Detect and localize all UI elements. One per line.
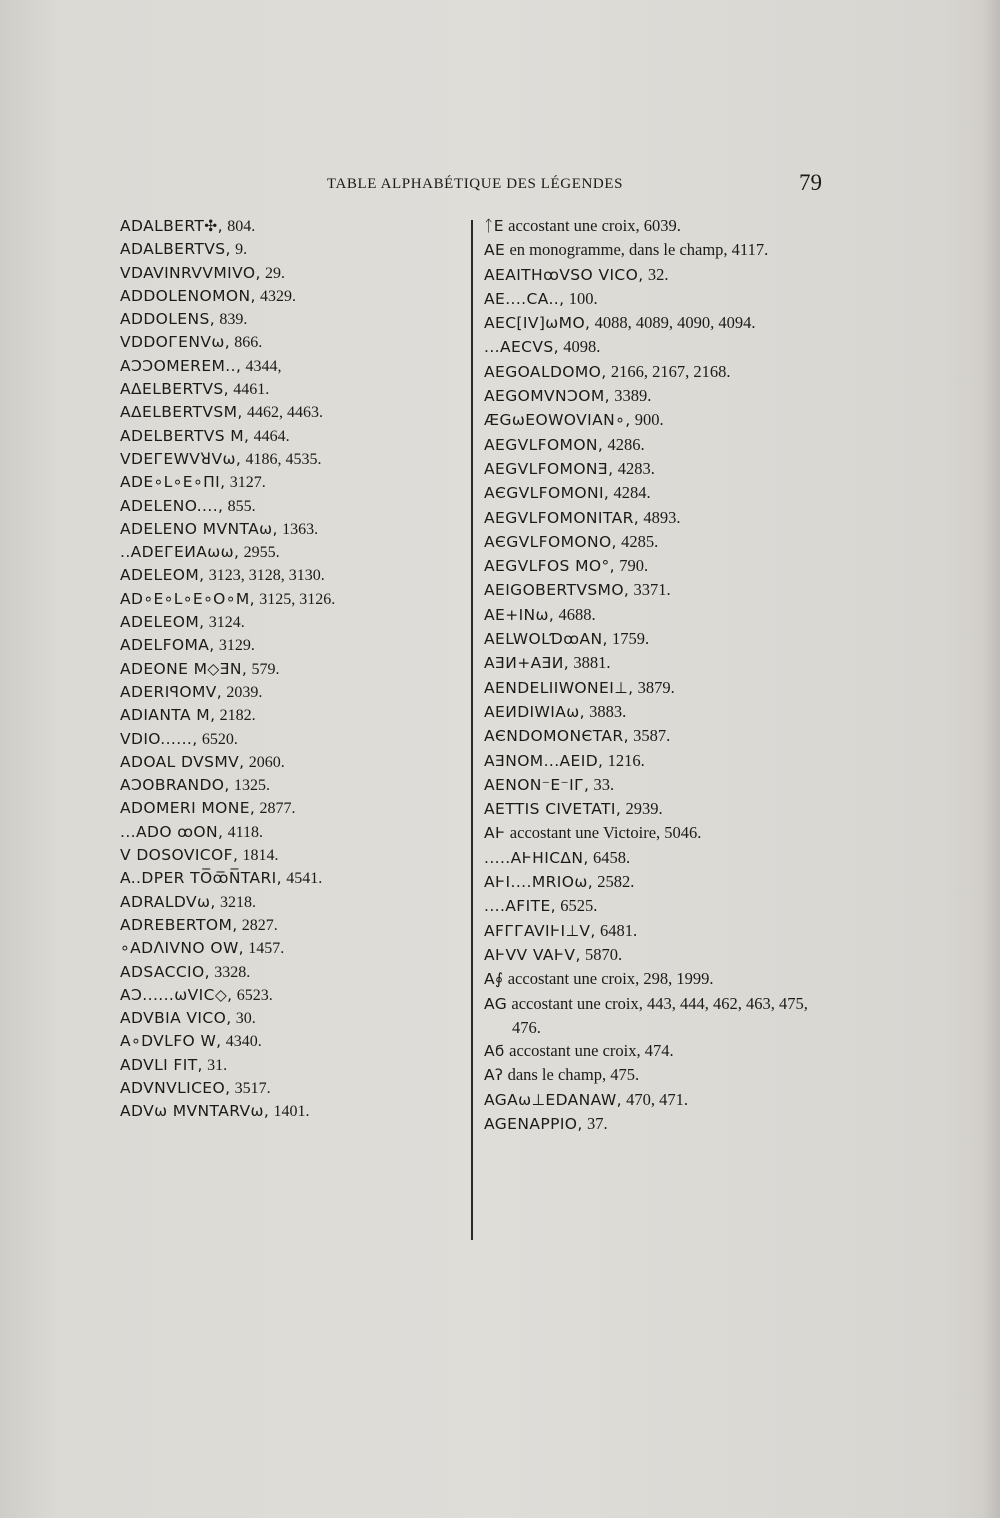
reference-numbers: 4461. [233, 381, 270, 399]
reference-numbers: 579. [251, 660, 280, 678]
reference-numbers: 804. [227, 218, 256, 235]
index-entry [120, 983, 465, 1006]
index-entry [484, 651, 829, 675]
reference-numbers: 2827. [241, 916, 278, 934]
index-entry [484, 1112, 829, 1136]
index-entry [120, 633, 465, 656]
index-entry [484, 384, 829, 408]
entry-description: 3587. [633, 726, 671, 746]
reference-numbers: 4541. [286, 870, 323, 888]
legend-text: ADOMERI MONE, [120, 799, 256, 818]
page-edge-shadow [982, 0, 1000, 1518]
index-entry [120, 773, 465, 796]
index-entry [484, 263, 829, 287]
entry-description: 4088, 4089, 4090, 4094. [594, 313, 756, 333]
legend-text: AEC[IV]ωMO, [484, 314, 591, 333]
legend-text: Aʔ [484, 1066, 504, 1085]
entry-description: 3879. [637, 677, 675, 697]
reference-numbers: 3125, 3126. [259, 590, 336, 608]
legend-text: AΔELBERTVSM, [120, 403, 243, 422]
index-entry [484, 554, 829, 578]
legend-text: AEGVLFOS MO°, [484, 557, 615, 576]
entry-description: accostant une croix, 443, 444, 462, 463, 475, 476. [511, 993, 808, 1037]
index-entry [120, 1029, 465, 1052]
legend-text: AƆOBRANDO, [120, 776, 230, 795]
legend-text: AEGOMVNƆOM, [484, 387, 610, 406]
legend-text: ADSACCIO, [120, 962, 210, 981]
entry-description: 4284. [613, 483, 651, 503]
legend-text: AD∘E∘L∘E∘O∘M, [120, 589, 255, 608]
index-entry [484, 578, 829, 602]
index-entry [484, 943, 829, 967]
reference-numbers: 4340. [225, 1033, 262, 1051]
legend-text: ADELFOMA, [120, 636, 215, 655]
entry-description: 1759. [612, 629, 650, 649]
reference-numbers: 2060. [248, 753, 285, 771]
reference-numbers: 839. [219, 311, 248, 329]
reference-numbers: 30. [235, 1010, 256, 1028]
index-entry [120, 400, 465, 423]
entry-description: 470, 471. [626, 1089, 689, 1109]
entry-description: 4893. [643, 507, 681, 527]
reference-numbers: 1814. [242, 847, 279, 865]
legend-text: AENON⁻E⁻IГ, [484, 775, 590, 794]
legend-text: ADVBIA VICO, [120, 1009, 232, 1028]
legend-text: VDIO......, [120, 729, 198, 748]
index-entry [484, 773, 829, 797]
index-entry [484, 1063, 829, 1087]
legend-text: AFГГAVIⱵI⊥V, [484, 921, 596, 940]
index-entry [120, 866, 465, 889]
reference-numbers: 29. [265, 264, 286, 282]
entry-description: 4286. [607, 434, 645, 454]
reference-numbers: 3129. [218, 637, 255, 655]
entry-description: 3371. [633, 580, 671, 600]
entry-description: 4688. [558, 604, 596, 624]
left-column [120, 214, 465, 1123]
index-entry [120, 890, 465, 913]
legend-text: ADELENO...., [120, 496, 224, 515]
index-entry [120, 1099, 465, 1122]
entry-description: 4283. [617, 458, 655, 478]
legend-text: ∘ADꓥIVNO OW, [120, 939, 244, 958]
reference-numbers: 855. [227, 497, 256, 515]
legend-text: ADVLI FIT, [120, 1055, 203, 1074]
legend-text: A∘DVLFO W, [120, 1032, 222, 1051]
reference-numbers: 3218. [219, 893, 256, 911]
legend-text: ADELENO MVNTAω, [120, 519, 278, 538]
entry-description: accostant une croix, 6039. [508, 216, 681, 235]
legend-text: AEИDIWIAω, [484, 702, 585, 721]
index-entry [120, 517, 465, 540]
legend-text: ...ADO ꝏON, [120, 822, 224, 841]
legend-text: AЄGVLFOMONO, [484, 532, 617, 551]
index-entry [120, 261, 465, 284]
entry-description: dans le champ, 475. [507, 1065, 640, 1085]
reference-numbers: 6520. [201, 730, 238, 748]
index-entry [120, 750, 465, 773]
running-head: TABLE ALPHABÉTIQUE DES LÉGENDES [326, 176, 624, 192]
index-entry [120, 447, 465, 470]
index-entry [120, 936, 465, 959]
legend-text: ADVω MVNTARVω, [120, 1102, 270, 1121]
reference-numbers: 9. [235, 241, 248, 259]
legend-text: AEGVLFOMONITAR, [484, 508, 640, 527]
index-entry [484, 749, 829, 773]
index-entry [484, 967, 829, 991]
index-entry [120, 214, 465, 237]
entry-description: 5870. [585, 944, 623, 964]
entry-description: accostant une croix, 474. [509, 1041, 674, 1061]
page-number: 79 [799, 170, 822, 195]
entry-description: 1216. [607, 750, 645, 770]
index-entry [120, 1006, 465, 1029]
legend-text: AE+INω, [484, 605, 555, 624]
index-entry [484, 919, 829, 943]
reference-numbers: 1457. [248, 940, 285, 958]
legend-text: AG [484, 994, 508, 1013]
index-entry [484, 676, 829, 700]
entry-description: 6481. [600, 920, 638, 940]
reference-numbers: 4464. [253, 427, 290, 445]
entry-description: 33. [593, 774, 615, 794]
index-entry [484, 627, 829, 651]
index-entry [484, 797, 829, 821]
legend-text: ..ADEГEИAωω, [120, 543, 240, 562]
legend-text: AEGVLFOMON, [484, 435, 604, 454]
entry-description: 2582. [597, 872, 635, 892]
index-entry [484, 481, 829, 505]
index-entry [120, 820, 465, 843]
legend-text: AƎИ+AƎИ, [484, 654, 570, 673]
legend-text: A..DPER TO̅ꝏ̅N̅TARI, [120, 869, 282, 888]
index-entry [120, 354, 465, 377]
reference-numbers: 31. [207, 1056, 228, 1074]
index-entry [484, 214, 829, 238]
legend-text: AELWOLƊꝏAN, [484, 630, 608, 649]
entry-description: 790. [619, 556, 649, 576]
legend-text: AETTIS CIVETATI, [484, 800, 622, 819]
legend-text: AƆ......ωVIC◇, [120, 985, 233, 1004]
legend-text: ᛏE [484, 217, 504, 235]
legend-text: AENDELIIWONEI⊥, [484, 678, 634, 697]
legend-text: ADE∘L∘E∘ΠI, [120, 473, 226, 492]
index-entry [484, 1088, 829, 1112]
entry-description: 4285. [621, 531, 659, 551]
legend-text: ADRALDVω, [120, 892, 216, 911]
index-entry [120, 680, 465, 703]
reference-numbers: 3517. [234, 1079, 271, 1097]
index-entry [120, 1053, 465, 1076]
legend-text: ADALBERTVS, [120, 240, 231, 259]
index-entry [120, 330, 465, 353]
index-entry [120, 610, 465, 633]
entry-description: 3881. [573, 653, 611, 673]
legend-text: ADEONE M◇ƎN, [120, 659, 248, 678]
legend-text: ADDOLENOMON, [120, 286, 256, 305]
entry-description: 900. [634, 410, 664, 430]
index-entry [120, 913, 465, 936]
index-entry [120, 540, 465, 563]
index-entry [484, 724, 829, 748]
legend-text: AƆƆOMEREM.., [120, 356, 242, 375]
index-entry [484, 506, 829, 530]
reference-numbers: 3328. [214, 963, 251, 981]
legend-text: VDDOГENVω, [120, 333, 231, 352]
index-entry [120, 843, 465, 866]
entry-description: 4098. [563, 337, 601, 357]
reference-numbers: 4118. [227, 823, 264, 841]
column-divider [471, 220, 473, 1240]
legend-text: AЄGVLFOMONI, [484, 484, 610, 503]
legend-text: AEGVLFOMONƎ, [484, 459, 614, 478]
index-entry [120, 307, 465, 330]
index-entry [484, 846, 829, 870]
index-entry [120, 960, 465, 983]
legend-text: ....AFITE, [484, 897, 556, 916]
legend-text: AⱵI....MRIOω, [484, 873, 594, 892]
index-entry [120, 657, 465, 680]
legend-text: AƎNOM...AEID, [484, 751, 604, 770]
legend-text: AⱵVV VAⱵV, [484, 945, 581, 964]
entry-description: accostant une Victoire, 5046. [509, 823, 702, 843]
legend-text: AE [484, 241, 506, 260]
index-entry [484, 238, 829, 262]
legend-text: ...AECVS, [484, 338, 559, 357]
index-entry [120, 727, 465, 750]
index-entry [484, 335, 829, 359]
legend-text: A∮ [484, 970, 504, 989]
entry-description: 2939. [625, 799, 663, 819]
index-entry [120, 284, 465, 307]
reference-numbers: 2955. [243, 544, 280, 562]
entry-description: 37. [586, 1113, 608, 1133]
entry-description: en monogramme, dans le champ, 4117. [509, 240, 769, 260]
legend-text: AGAω⊥EDANAW, [484, 1090, 622, 1109]
index-entry [120, 377, 465, 400]
index-entry [120, 796, 465, 819]
legend-text: ADELEOM, [120, 613, 205, 632]
index-entry [120, 494, 465, 517]
right-column [484, 214, 829, 1136]
index-entry [120, 424, 465, 447]
legend-text: ADREBERTOM, [120, 915, 238, 934]
legend-text: AEGOALDOMO, [484, 362, 607, 381]
index-entry [484, 821, 829, 845]
legend-text: AEIGOBERTVSMO, [484, 581, 630, 600]
reference-numbers: 4344, [245, 357, 282, 375]
index-entry [484, 870, 829, 894]
index-entry [484, 530, 829, 554]
legend-text: ADERIꟼOMV, [120, 682, 223, 701]
index-entry [484, 311, 829, 335]
reference-numbers: 3123, 3128, 3130. [208, 567, 325, 585]
legend-text: AEAITHꝏVSO VICO, [484, 265, 644, 284]
legend-text: AⱵ [484, 824, 506, 843]
index-entry [120, 703, 465, 726]
legend-text: AE....CA.., [484, 289, 565, 308]
index-entry [484, 1039, 829, 1063]
legend-text: ADELEOM, [120, 566, 205, 585]
entry-description: accostant une croix, 298, 1999. [507, 969, 714, 989]
reference-numbers: 3127. [229, 474, 266, 492]
legend-text: .....AⱵHICΔN, [484, 848, 589, 867]
index-entry [120, 237, 465, 260]
reference-numbers: 4186, 4535. [245, 450, 322, 468]
index-entry [120, 1076, 465, 1099]
reference-numbers: 2182. [219, 707, 256, 725]
legend-text: ADOAL DVSMV, [120, 752, 245, 771]
entry-description: 2166, 2167, 2168. [610, 361, 731, 381]
index-entry [120, 470, 465, 493]
legend-text: AЄNDOMONЄTAR, [484, 727, 629, 746]
index-entry [484, 360, 829, 384]
index-entry [120, 587, 465, 610]
index-entry [484, 433, 829, 457]
index-entry [484, 603, 829, 627]
index-entry [484, 992, 829, 1040]
legend-text: ADELBERTVS M, [120, 426, 250, 445]
entry-description: 6525. [560, 896, 598, 916]
entry-description: 100. [568, 288, 598, 308]
legend-text: Aϭ [484, 1042, 505, 1061]
reference-numbers: 4462, 4463. [246, 404, 323, 422]
legend-text: VDAVINRVVMIVO, [120, 263, 261, 282]
legend-text: ÆGωEOWOVIAN∘, [484, 411, 631, 430]
legend-text: VDEГEWVꓤVω, [120, 449, 242, 468]
reference-numbers: 1401. [273, 1103, 310, 1121]
index-entry [120, 563, 465, 586]
entry-description: 6458. [593, 847, 631, 867]
legend-text: AΔELBERTVS, [120, 380, 229, 399]
reference-numbers: 866. [234, 334, 263, 352]
index-entry [484, 700, 829, 724]
legend-text: ADALBERT✣, [120, 217, 223, 235]
entry-description: 3389. [614, 386, 652, 406]
index-entry [484, 457, 829, 481]
reference-numbers: 4329. [260, 287, 297, 305]
index-entry [484, 894, 829, 918]
entry-description: 3883. [589, 701, 627, 721]
reference-numbers: 6523. [236, 986, 273, 1004]
legend-text: ADVNVLICEO, [120, 1078, 231, 1097]
entry-description: 32. [647, 264, 669, 284]
legend-text: V DOSOVICOF, [120, 846, 239, 865]
index-entry [484, 287, 829, 311]
legend-text: AGENAPPIO, [484, 1114, 583, 1133]
reference-numbers: 2039. [226, 683, 263, 701]
reference-numbers: 2877. [259, 800, 296, 818]
legend-text: ADDOLENS, [120, 310, 216, 329]
reference-numbers: 3124. [208, 614, 245, 632]
reference-numbers: 1325. [234, 777, 270, 795]
reference-numbers: 1363. [282, 520, 319, 538]
legend-text: ADIANTA M, [120, 706, 216, 725]
index-entry [484, 408, 829, 432]
